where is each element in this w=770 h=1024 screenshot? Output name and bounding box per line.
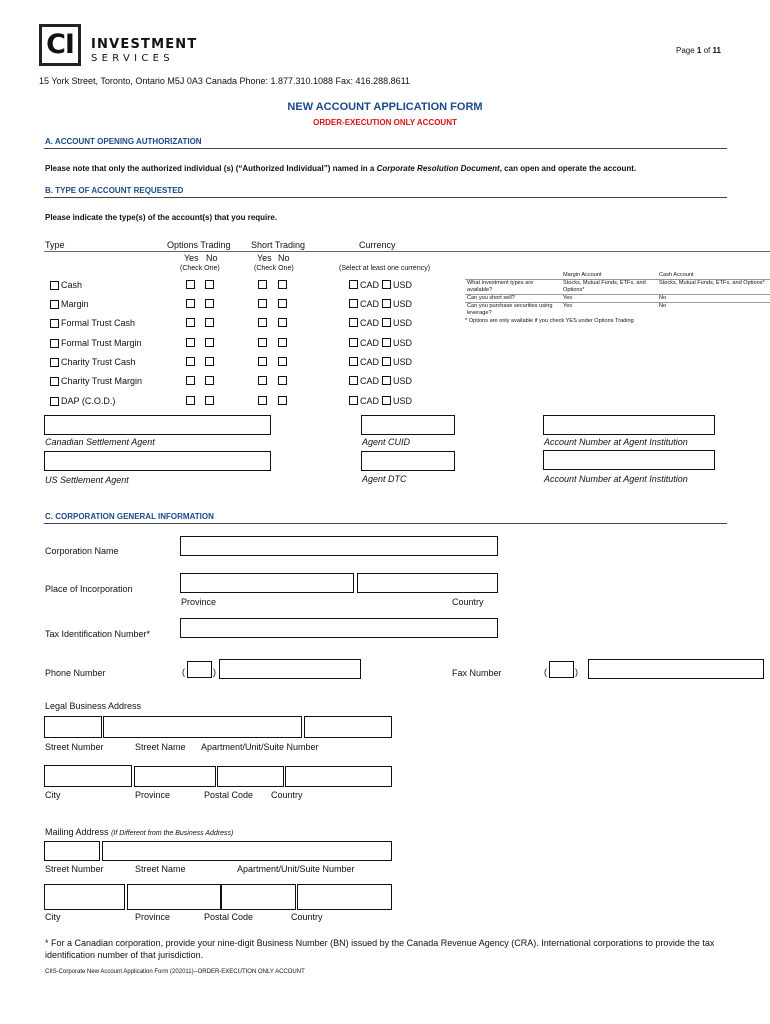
table-header-rule xyxy=(44,251,770,252)
usd-checkbox-margin[interactable] xyxy=(382,299,391,308)
table-cell: Margin Account xyxy=(563,272,602,278)
logo-line2: SERVICES xyxy=(91,53,174,64)
legal-postal-label: Postal Code xyxy=(204,790,254,800)
legal-city-label: City xyxy=(45,790,61,800)
type-label-cash: Cash xyxy=(61,280,83,290)
short-yes-checkbox-margin[interactable] xyxy=(258,299,267,308)
options-yes-checkbox-formal-trust-margin[interactable] xyxy=(186,338,195,347)
table-row xyxy=(465,280,770,295)
section-b-heading: B. TYPE OF ACCOUNT REQUESTED xyxy=(45,186,184,195)
short-no: No xyxy=(278,253,290,263)
cad-checkbox-dap-c-o-d[interactable] xyxy=(349,396,358,405)
tax-id-input[interactable] xyxy=(180,618,498,638)
type-checkbox-charity-trust-cash[interactable] xyxy=(50,358,59,367)
table-cell: Stocks, Mutual Funds, ETFs, and Options* xyxy=(657,280,770,295)
mailing-address-label: Mailing Address (If Different from the Business Address) xyxy=(45,827,234,837)
legal-postal-input[interactable] xyxy=(217,766,284,787)
table-cell: Can you short sell? xyxy=(465,295,561,303)
short-no-checkbox-formal-trust-cash[interactable] xyxy=(278,318,287,327)
usd-checkbox-formal-trust-margin[interactable] xyxy=(382,338,391,347)
fax-number-input[interactable] xyxy=(588,659,764,679)
usd-checkbox-dap-c-o-d[interactable] xyxy=(382,396,391,405)
options-check-one: (Check One) xyxy=(180,265,220,272)
legal-street-number-label: Street Number xyxy=(45,742,104,752)
place-incorp-label: Place of Incorporation xyxy=(45,584,133,594)
col-type: Type xyxy=(45,240,65,250)
country-label: Country xyxy=(452,597,484,607)
section-a-rule xyxy=(44,148,727,149)
short-yes-checkbox-charity-trust-cash[interactable] xyxy=(258,357,267,366)
type-label-formal-trust-margin: Formal Trust Margin xyxy=(61,338,142,348)
legal-street-number-input[interactable] xyxy=(44,716,102,738)
page-indicator: Page 1 of 11 xyxy=(676,46,721,55)
mailing-street-name-input[interactable] xyxy=(102,841,392,861)
mailing-country-label: Country xyxy=(291,912,323,922)
cad-checkbox-formal-trust-margin[interactable] xyxy=(349,338,358,347)
table-cell: Yes xyxy=(561,303,657,318)
section-b-instruction: Please indicate the type(s) of the account(s) that you require. xyxy=(45,213,278,222)
account-comparison-table xyxy=(465,272,770,324)
usd-label-charity-trust-margin: USD xyxy=(393,376,413,386)
country-input[interactable] xyxy=(357,573,498,593)
table-row xyxy=(465,295,770,303)
legal-street-name-input[interactable] xyxy=(103,716,302,738)
legal-country-input[interactable] xyxy=(285,766,392,787)
cad-label-formal-trust-margin: CAD xyxy=(360,338,380,348)
cad-label-dap-c-o-d: CAD xyxy=(360,396,380,406)
options-yes-checkbox-cash[interactable] xyxy=(186,280,195,289)
options-no-checkbox-formal-trust-margin[interactable] xyxy=(205,338,214,347)
usd-checkbox-cash[interactable] xyxy=(382,280,391,289)
corp-name-input[interactable] xyxy=(180,536,498,556)
section-c-rule xyxy=(44,523,727,524)
fax-paren-close: ) xyxy=(575,667,578,677)
short-yes-checkbox-formal-trust-margin[interactable] xyxy=(258,338,267,347)
corp-name-label: Corporation Name xyxy=(45,546,119,556)
usd-label-formal-trust-margin: USD xyxy=(393,338,413,348)
type-label-dap-c-o-d: DAP (C.O.D.) xyxy=(61,396,116,406)
currency-note: (Select at least one currency) xyxy=(339,265,431,272)
mailing-postal-label: Postal Code xyxy=(204,912,254,922)
type-label-margin: Margin xyxy=(61,299,89,309)
mailing-province-label: Province xyxy=(135,912,171,922)
options-yes-checkbox-formal-trust-cash[interactable] xyxy=(186,318,195,327)
table-cell: No xyxy=(657,295,770,303)
phone-number-input[interactable] xyxy=(219,659,361,679)
options-no-checkbox-margin[interactable] xyxy=(205,299,214,308)
options-yes-checkbox-charity-trust-margin[interactable] xyxy=(186,376,195,385)
phone-label: Phone Number xyxy=(45,668,106,678)
table-cell: Cash Account xyxy=(659,272,694,278)
short-yes-checkbox-charity-trust-margin[interactable] xyxy=(258,376,267,385)
fax-paren-open: ( xyxy=(544,667,547,677)
legal-apt-input[interactable] xyxy=(304,716,392,738)
short-yes: Yes xyxy=(257,253,272,263)
options-no-checkbox-formal-trust-cash[interactable] xyxy=(205,318,214,327)
short-check-one: (Check One) xyxy=(254,265,294,272)
form-footer: CIIS-Corporate New Account Application Form (202011)--ORDER-EXECUTION ONLY ACCOUNT xyxy=(45,969,305,975)
mailing-province-input[interactable] xyxy=(127,884,221,910)
short-no-checkbox-cash[interactable] xyxy=(278,280,287,289)
type-checkbox-formal-trust-cash[interactable] xyxy=(50,319,59,328)
short-no-checkbox-formal-trust-margin[interactable] xyxy=(278,338,287,347)
legal-province-label: Province xyxy=(135,790,171,800)
usd-checkbox-formal-trust-cash[interactable] xyxy=(382,318,391,327)
short-no-checkbox-charity-trust-cash[interactable] xyxy=(278,357,287,366)
type-label-charity-trust-margin: Charity Trust Margin xyxy=(61,376,143,386)
usd-label-formal-trust-cash: USD xyxy=(393,318,413,328)
options-yes: Yes xyxy=(184,253,199,263)
usd-checkbox-charity-trust-margin[interactable] xyxy=(382,376,391,385)
cad-label-charity-trust-margin: CAD xyxy=(360,376,380,386)
options-yes-checkbox-dap-c-o-d[interactable] xyxy=(186,396,195,405)
cad-checkbox-cash[interactable] xyxy=(349,280,358,289)
company-address: 15 York Street, Toronto, Ontario M5J 0A3 Canada Phone: 1.877.310.1088 Fax: 416.288.8611 xyxy=(39,76,410,86)
account-at-agent-label-1: Account Number at Agent Institution xyxy=(544,437,688,447)
cad-checkbox-charity-trust-cash[interactable] xyxy=(349,357,358,366)
cad-label-charity-trust-cash: CAD xyxy=(360,357,380,367)
mailing-country-input[interactable] xyxy=(297,884,392,910)
col-currency: Currency xyxy=(359,240,396,250)
legal-country-label: Country xyxy=(271,790,303,800)
short-no-checkbox-dap-c-o-d[interactable] xyxy=(278,396,287,405)
section-a-heading: A. ACCOUNT OPENING AUTHORIZATION xyxy=(45,137,202,146)
tax-id-label: Tax Identification Number* xyxy=(45,629,151,639)
type-checkbox-cash[interactable] xyxy=(50,281,59,290)
col-short: Short Trading xyxy=(251,240,306,250)
options-yes-checkbox-margin[interactable] xyxy=(186,299,195,308)
type-checkbox-charity-trust-margin[interactable] xyxy=(50,377,59,386)
mailing-apt-label: Apartment/Unit/Suite Number xyxy=(237,864,355,874)
table-row xyxy=(465,303,770,318)
short-yes-checkbox-dap-c-o-d[interactable] xyxy=(258,396,267,405)
logo-line1: INVESTMENT xyxy=(91,37,198,52)
cad-checkbox-margin[interactable] xyxy=(349,299,358,308)
agent-cuid-label: Agent CUID xyxy=(362,437,411,447)
usd-label-cash: USD xyxy=(393,280,413,290)
legal-address-label: Legal Business Address xyxy=(45,701,142,711)
province-input[interactable] xyxy=(180,573,354,593)
usd-label-charity-trust-cash: USD xyxy=(393,357,413,367)
col-options: Options Trading xyxy=(167,240,231,250)
tax-id-footnote: * For a Canadian corporation, provide your nine-digit Business Number (BN) issued by the Canada Revenue Agency (CRA). International corporations to provide the tax identification number of that jurisdiction. xyxy=(45,938,715,960)
legal-street-name-label: Street Name xyxy=(135,742,186,752)
short-no-checkbox-charity-trust-margin[interactable] xyxy=(278,376,287,385)
options-no-checkbox-charity-trust-cash[interactable] xyxy=(205,357,214,366)
options-yes-checkbox-charity-trust-cash[interactable] xyxy=(186,357,195,366)
fax-area-code-input[interactable] xyxy=(549,661,574,678)
agent-cuid-input[interactable] xyxy=(361,415,455,435)
phone-area-code-input[interactable] xyxy=(187,661,212,678)
account-at-agent-input-2[interactable] xyxy=(543,450,715,470)
table-cell: What investment types are available? xyxy=(465,280,561,295)
mailing-postal-input[interactable] xyxy=(221,884,296,910)
usd-label-dap-c-o-d: USD xyxy=(393,396,413,406)
legal-province-input[interactable] xyxy=(134,766,216,787)
us-settlement-agent-input[interactable] xyxy=(44,451,271,471)
table-cell: Can you purchase securities using leverage? xyxy=(465,303,561,318)
canadian-settlement-agent-input[interactable] xyxy=(44,415,271,435)
legal-apt-label: Apartment/Unit/Suite Number xyxy=(201,742,319,752)
account-at-agent-input-1[interactable] xyxy=(543,415,715,435)
table-cell: Stocks, Mutual Funds, ETFs, and Options* xyxy=(561,280,657,295)
section-a-text: Please note that only the authorized individual (s) (“Authorized Individual”) named in a Corporate Resolution Document, can open and operate the account. xyxy=(45,164,637,173)
mailing-street-name-label: Street Name xyxy=(135,864,186,874)
options-no-checkbox-cash[interactable] xyxy=(205,280,214,289)
us-agent-label: US Settlement Agent xyxy=(45,475,129,485)
options-no: No xyxy=(206,253,218,263)
legal-city-input[interactable] xyxy=(44,765,132,787)
section-c-heading: C. CORPORATION GENERAL INFORMATION xyxy=(45,512,214,521)
ci-logo: CI xyxy=(39,24,81,66)
options-note: * Options are only available if you check YES under Options Trading xyxy=(465,318,634,324)
cad-checkbox-charity-trust-margin[interactable] xyxy=(349,376,358,385)
agent-dtc-label: Agent DTC xyxy=(362,474,407,484)
comparison-table xyxy=(465,272,770,317)
short-yes-checkbox-formal-trust-cash[interactable] xyxy=(258,318,267,327)
phone-paren-close: ) xyxy=(213,667,216,677)
table-cell: No xyxy=(657,303,770,318)
phone-paren-open: ( xyxy=(182,667,185,677)
section-b-rule xyxy=(44,197,727,198)
form-subtitle: ORDER-EXECUTION ONLY ACCOUNT xyxy=(313,118,457,127)
table-cell xyxy=(465,272,561,280)
options-no-checkbox-charity-trust-margin[interactable] xyxy=(205,376,214,385)
form-title: NEW ACCOUNT APPLICATION FORM xyxy=(287,101,483,113)
cad-label-formal-trust-cash: CAD xyxy=(360,318,380,328)
usd-label-margin: USD xyxy=(393,299,413,309)
mailing-street-number-label: Street Number xyxy=(45,864,104,874)
type-checkbox-formal-trust-margin[interactable] xyxy=(50,339,59,348)
cad-label-cash: CAD xyxy=(360,280,380,290)
short-no-checkbox-margin[interactable] xyxy=(278,299,287,308)
mailing-city-input[interactable] xyxy=(44,884,125,910)
type-checkbox-dap-c-o-d[interactable] xyxy=(50,397,59,406)
table-cell: Yes xyxy=(561,295,657,303)
type-checkbox-margin[interactable] xyxy=(50,300,59,309)
usd-checkbox-charity-trust-cash[interactable] xyxy=(382,357,391,366)
short-yes-checkbox-cash[interactable] xyxy=(258,280,267,289)
options-no-checkbox-dap-c-o-d[interactable] xyxy=(205,396,214,405)
mailing-city-label: City xyxy=(45,912,61,922)
cad-checkbox-formal-trust-cash[interactable] xyxy=(349,318,358,327)
mailing-street-number-input[interactable] xyxy=(44,841,100,861)
account-at-agent-label-2: Account Number at Agent Institution xyxy=(544,474,688,484)
type-label-formal-trust-cash: Formal Trust Cash xyxy=(61,318,136,328)
cad-label-margin: CAD xyxy=(360,299,380,309)
type-label-charity-trust-cash: Charity Trust Cash xyxy=(61,357,136,367)
canadian-agent-label: Canadian Settlement Agent xyxy=(45,437,155,447)
agent-dtc-input[interactable] xyxy=(361,451,455,471)
fax-label: Fax Number xyxy=(452,668,502,678)
table-row xyxy=(465,272,770,280)
province-label: Province xyxy=(181,597,217,607)
